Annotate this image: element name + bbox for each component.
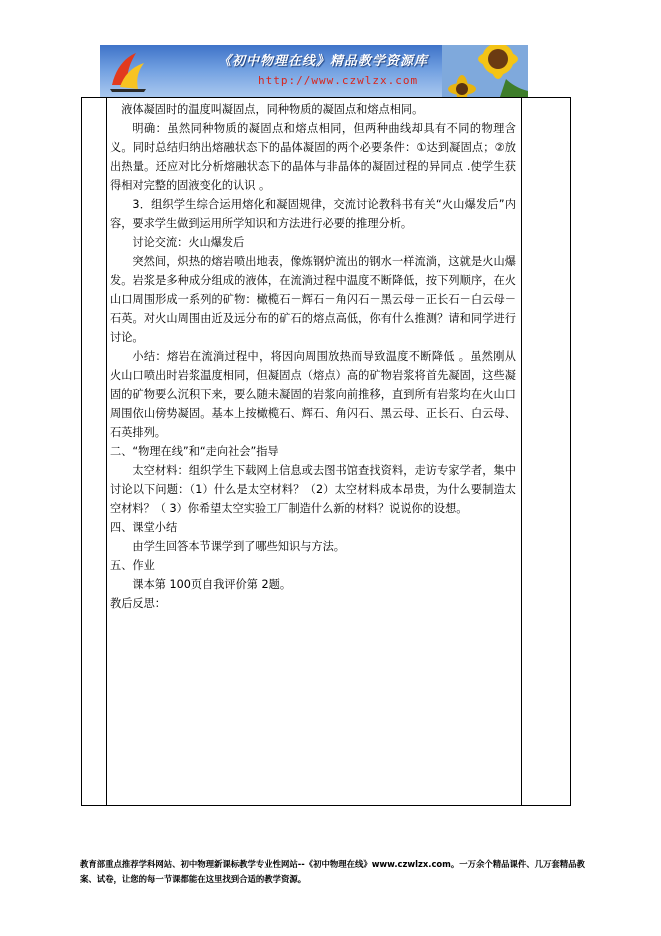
table-column-divider-right <box>521 97 522 806</box>
header-banner <box>100 45 528 97</box>
section-heading: 二、“物理在线”和“走向社会”指导 <box>110 445 279 458</box>
paragraph: 小结：熔岩在流淌过程中，将因向周围放热而导致温度不断降低 。虽然刚从火山口喷出时岩浆温度相同，但凝固点（熔点）高的矿物岩浆将首先凝固，这些凝固的矿物要么沉积下来，要么随未凝固的岩浆向前推移，直到所有岩浆均在火山口周围依山傍势凝固。基本上按橄榄石、辉石、角闪石、黑云母、正长石、白云母、石英排列。 <box>110 350 516 439</box>
paragraph: 讨论交流：火山爆发后 <box>132 236 245 249</box>
paragraph: 明确：虽然同种物质的凝固点和熔点相同，但两种曲线却具有不同的物理含义。同时总结归纳出熔融状态下的晶体凝固的两个必要条件：①达到凝固点；②放出热量。还应对比分析熔融状态下的晶体与非晶体的凝固过程的异同点 .使学生获得相对完整的固液变化的认识 。 <box>110 122 516 192</box>
page-footer: 教育部重点推荐学科网站、初中物理新课标教学专业性网站--《初中物理在线》www.czwlzx.com。一万余个精品课件、几万套精品教案、试卷，让您的每一节课都能在这里找到合适的教学资源。 <box>80 859 585 884</box>
table-column-divider-left <box>106 97 107 806</box>
paragraph: 太空材料：组织学生下载网上信息或去图书馆查找资料，走访专家学者，集中讨论以下问题：（1）什么是太空材料？（2）太空材料成本昂贵，为什么要制造太空材料？（ 3）你希望太空实验工厂制造什么新的材料？说说你的设想。 <box>110 464 516 515</box>
paragraph: 突然间，炽热的熔岩喷出地表，像炼钢炉流出的钢水一样流淌，这就是火山爆发。岩浆是多种成分组成的液体，在流淌过程中温度不断降低，按下列顺序，在火山口周围形成一系列的矿物：橄榄石－辉石－角闪石－黑云母－正长石－白云母－石英。对火山周围由近及远分布的矿石的熔点高低，你有什么推测？请和同学进行讨论。 <box>110 255 516 344</box>
paragraph: 教后反思： <box>110 597 166 610</box>
paragraph: 液体凝固时的温度叫凝固点，同种物质的凝固点和熔点相同。 <box>121 103 424 116</box>
paragraph: 课本第 100页自我评价第 2题。 <box>132 578 292 591</box>
site-url[interactable]: http://www.czwlzx.com <box>258 74 419 87</box>
section-heading: 五、作业 <box>110 559 155 572</box>
lesson-content <box>110 100 516 613</box>
section-heading: 四、课堂小结 <box>110 521 178 534</box>
paragraph: 3．组织学生综合运用熔化和凝固规律，交流讨论教科书有关“火山爆发后”内容，要求学生做到运用所学知识和方法进行必要的推理分析。 <box>110 198 516 230</box>
site-logo-icon <box>106 49 150 93</box>
paragraph: 由学生回答本节课学到了哪些知识与方法。 <box>132 540 345 553</box>
sunflower-icon <box>442 45 528 97</box>
site-title: 《初中物理在线》精品教学资源库 <box>218 54 429 69</box>
